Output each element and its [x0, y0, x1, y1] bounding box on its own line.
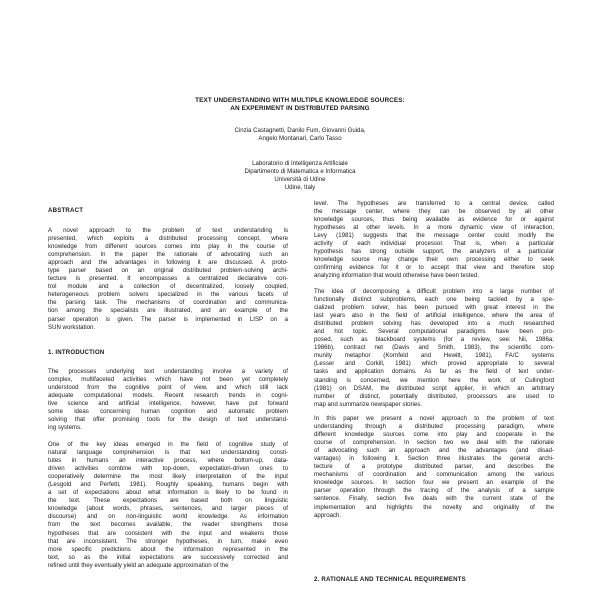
text-line: tutes in humans an interactive process, where bottom-up, data-	[48, 457, 288, 465]
text-line: posed, such as blackboard systems (for a review, see: Nii, 1986a;	[314, 336, 554, 344]
abstract-heading: ABSTRACT	[48, 207, 84, 214]
text-line: SUN workstation.	[48, 323, 96, 331]
intro-paragraph-2	[48, 441, 288, 570]
text-line: last years also in the field of artificial intelligence, where the area of	[314, 312, 554, 320]
text-line: The processes underlying text understanding involve a variety of	[48, 368, 288, 375]
text-line: trol module and a collection of decentralized, loosely coupled,	[48, 283, 288, 291]
text-line: understood from the cognitive point of view, and which still lack	[48, 384, 288, 392]
affiliation-line: Laboratorio di Intelligenza Artificiale	[252, 160, 348, 167]
text-line: the message center, where they can be observed by all other	[314, 208, 554, 216]
text-line: of advocating such an approach and the advantages (and disad-	[314, 447, 554, 455]
text-line: sentence. Finally, section five deals with the current state of the	[314, 495, 554, 503]
text-line: heterogeneous problem solvers specialized in the various facets of	[48, 291, 288, 299]
introduction-heading: 1. INTRODUCTION	[48, 349, 105, 356]
text-line: tive science and artificial intelligence, however, have put forward	[48, 400, 288, 408]
author-list	[0, 127, 600, 143]
text-line: vantages) in following it. Section three illustrates the general archi-	[314, 455, 554, 463]
text-line: hypothesis has strong outside support, the analyzers of a particular	[314, 248, 554, 256]
text-line: Levy (1981) suggests that the message center could modify the	[314, 232, 554, 240]
text-line: munity metaphor (Kornfeld and Hewitt, 1981), FA/C systems	[314, 352, 554, 360]
text-line: ing systems.	[48, 424, 82, 432]
text-line: tecture is presented. It encompasses a centralized declarative con-	[48, 275, 288, 283]
text-line: hypotheses at other levels. In a more dynamic view of interaction,	[314, 224, 554, 232]
text-line: level. The hypotheses are transferred to a central device, called	[314, 200, 554, 207]
affiliation-line: Dipartimento di Matematica e Informatica	[244, 168, 356, 175]
text-line: presented, which exploits a distributed processing concept, where	[48, 235, 288, 243]
body-paragraph-2	[314, 288, 554, 409]
text-line: that are inconsistent. The stronger hypotheses, in turn, make even	[48, 537, 288, 545]
affiliation-line: Università di Udine	[274, 176, 326, 183]
authors-line: Cinzia Castagnetti, Danilo Fum, Giovanni Guida,	[234, 127, 366, 134]
text-line: functionally distinct subproblems, each one being tackled by a spe-	[314, 296, 554, 304]
text-line: adequate computational models. Recent research trends in cogni-	[48, 392, 288, 400]
text-line: tasks and application domains. As far as the field of text under-	[314, 368, 554, 376]
text-line: A novel approach to the problem of text understanding is	[48, 227, 288, 234]
text-line: approach and the advantages in following it are discussed. A proto-	[48, 259, 288, 267]
text-line: driven activities combine with top-down, expectation-driven ones to	[48, 465, 288, 473]
text-line: the text. These expectations are based both on linguistic	[48, 497, 288, 505]
text-line: standing is concerned, we mention here the work of Cullingford	[314, 376, 554, 384]
text-line: cialized problem solver, has been pursued with great interest in the	[314, 304, 554, 312]
text-line: cooperatively determine the most likely interpretation of the input	[48, 473, 288, 481]
text-line: comprehension. In the paper the rationale of advocating such an	[48, 251, 288, 259]
abstract-text	[48, 227, 288, 332]
text-line: implementation and highlights the novelty and originality of the	[314, 503, 554, 511]
text-line: In this paper we present a novel approach to the problem of text	[314, 415, 554, 422]
text-line: hypotheses that are consistent with the input and weakens those	[48, 529, 288, 537]
text-line: a set of expectations about what information is likely to be found in	[48, 489, 288, 497]
text-line: mechanisms of coordination and communication among the various	[314, 471, 554, 479]
intro-paragraph-1	[48, 368, 288, 432]
text-line: understanding through a distributed processing paradigm, where	[314, 423, 554, 431]
text-line: The idea of decomposing a difficult problem into a large number of	[314, 288, 554, 295]
text-line: from the text becomes available, the reader strengthens those	[48, 521, 288, 529]
text-line: knowledge source may change their own processing either to seek	[314, 256, 554, 264]
text-line: refined until they eventually yield an adequate approximation of the	[48, 561, 229, 569]
text-line: complex, multifaceted activities which have not been yet completely	[48, 376, 288, 384]
text-line: distributed problem solving has developed into a much researched	[314, 320, 554, 328]
text-line: map and summarize newspaper stories.	[314, 400, 423, 408]
text-line: tecture of a prototype distributed parser, and describes the	[314, 463, 554, 471]
affiliation	[0, 160, 600, 192]
paper-title	[0, 97, 600, 113]
title-line: AN EXPERIMENT IN DISTRIBUTED PARSING	[230, 105, 370, 112]
text-line: knowledge (about words, phrases, sentences, and larger pieces of	[48, 505, 288, 513]
text-line: knowledge sources, thus being available as evidence for or against	[314, 216, 554, 224]
text-line: analyzing information that would otherwise have been tested.	[314, 272, 479, 280]
text-line: parser operation is given. The parser is implemented in LISP on a	[48, 315, 288, 323]
text-line: activity of each individual processor. That is, when a particular	[314, 240, 554, 248]
text-line: knowledge sources. In section four we present an example of the	[314, 479, 554, 487]
text-line: different knowledge sources come into play and cooperate in the	[314, 431, 554, 439]
text-line: type parser based on an original distributed problem-solving archi-	[48, 267, 288, 275]
text-line: (Lesgold and Perfetti, 1981). Roughly speaking, humans begin with	[48, 481, 288, 489]
text-line: parser operation through the tracing of the analysis of a sample	[314, 487, 554, 495]
text-line: One of the key ideas emerged in the field of cognitive study of	[48, 441, 288, 448]
text-line: number of distinct, potentially distributed, processors are used to	[314, 392, 554, 400]
text-line: discourse) and on non-linguistic world knowledge. As information	[48, 513, 288, 521]
text-line: (Lesser and Corkill, 1981) which proved appropriate to several	[314, 360, 554, 368]
text-line: (1981) on DSAM, the distributed script applier, in which an arbitrary	[314, 384, 554, 392]
text-line: and hot topic. Several computational paradigms have been pro-	[314, 328, 554, 336]
text-line: solving that offer promising tools for the design of text understand-	[48, 416, 288, 424]
section-2-heading: 2. RATIONALE AND TECHNICAL REQUIREMENTS	[314, 576, 466, 583]
text-line: more specific predictions about the information represented in the	[48, 545, 288, 553]
text-line: 1986b), contract net (Davis and Smith, 1983), the scientific com-	[314, 344, 554, 352]
text-line: approach.	[314, 511, 342, 519]
affiliation-line: Udine, Italy	[284, 184, 316, 191]
text-line: knowledge from different sources comes into play in the course of	[48, 243, 288, 251]
authors-line: Angelo Montanari, Carlo Tasso	[258, 135, 342, 142]
text-line: tion among the specialists are illustrated, and an example of the	[48, 307, 288, 315]
title-line: TEXT UNDERSTANDING WITH MULTIPLE KNOWLEDGE SOURCES:	[195, 97, 405, 104]
text-line: some ideas concerning human cognition and automatic problem	[48, 408, 288, 416]
body-paragraph-3	[314, 415, 554, 520]
text-line: natural language comprehension is that text understanding consti-	[48, 449, 288, 457]
text-line: course of comprehension. In section two we deal with the rationale	[314, 439, 554, 447]
body-paragraph-1	[314, 200, 554, 280]
text-line: text, so as the initial expectations are successively corrected and	[48, 553, 288, 561]
text-line: the parsing task. The mechanisms of coordination and communica-	[48, 299, 288, 307]
text-line: confirming evidence for it or to accept that view and therefore stop	[314, 264, 554, 272]
